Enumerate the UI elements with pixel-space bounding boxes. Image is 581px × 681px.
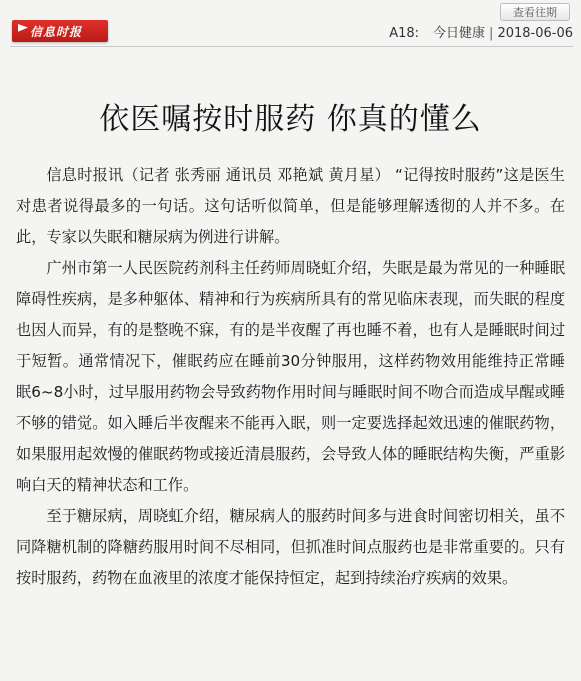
publish-date: 2018-06-06 [497,26,573,41]
separator: | [489,26,494,41]
edition-info [389,22,573,41]
article-paragraph: 广州市第一人民医院药剂科主任药师周晓虹介绍，失眠是最为常见的一种睡眠障碍性疾病，是多种躯体、精神和行为疾病所具有的常见临床表现，而失眠的程度也因人而异，有的是整晚不寐，有的是半夜醒了再也睡不着，也有人是睡眠时间过于短暂。通常情况下，催眠药应在睡前30分钟服用，这样药物效用能维持正常睡眠6~8小时，过早服用药物会导致药物作用时间与睡眠时间不吻合而造成早醒或睡不够的错觉。如入睡后半夜醒来不能再入眠，则一定要选择起效迅速的催眠药物，如果服用起效慢的催眠药物或接近清晨服药，会导致人体的睡眠结构失衡，严重影响白天的精神状态和工作。 [16,259,565,494]
page-header [0,0,581,50]
flag-icon [18,24,28,38]
article-title: 依医嘱按时服药 你真的懂么 [99,102,482,138]
article-paragraph: 信息时报讯（记者 张秀丽 通讯员 邓艳斌 黄月星） “记得按时服药”这是医生对患者说得最多的一句话。这句话听似简单，但是能够理解透彻的人并不多。在此，专家以失眠和糖尿病为例进行讲解。 [16,166,565,246]
newspaper-logo[interactable] [12,20,108,42]
page-number: A18: [389,26,420,41]
section-name[interactable]: 今日健康 [433,26,486,41]
view-archive-button[interactable]: 查看往期 [500,3,570,21]
article-paragraph: 至于糖尿病，周晓虹介绍，糖尿病人的服药时间多与进食时间密切相关，虽不同降糖机制的降糖药服用时间不尽相同，但抓准时间点服药也是非常重要的。只有按时服药，药物在血液里的浓度才能保持恒定，起到持续治疗疾病的效果。 [16,507,565,587]
header-divider [10,46,573,47]
logo-text: 信息时报 [30,24,83,39]
article-body [16,160,565,594]
